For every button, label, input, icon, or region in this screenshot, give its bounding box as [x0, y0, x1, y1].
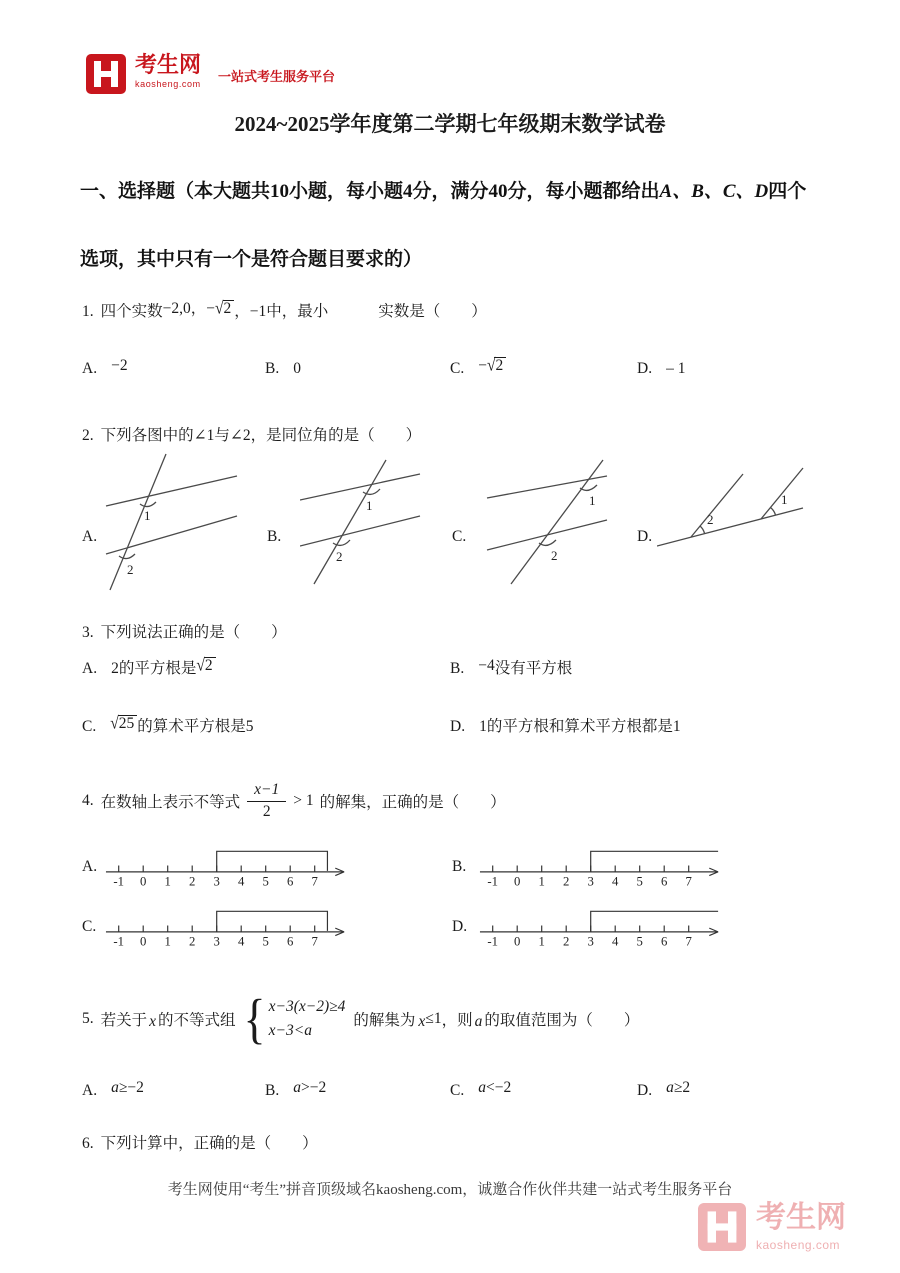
- q1-option-b: [265, 360, 301, 378]
- numberline-tick-label: -1: [113, 874, 125, 888]
- math-run: −2,0，: [162, 300, 207, 317]
- question-number: 6.: [82, 1135, 94, 1152]
- figure-label-c: C.: [452, 528, 467, 545]
- kaosheng-logo-icon: [86, 54, 126, 94]
- text-run: 实数是（ ）: [378, 303, 487, 320]
- option-label: C.: [82, 718, 97, 735]
- numberline-tick-label: 2: [563, 934, 570, 948]
- numberline-tick-label: 3: [213, 934, 220, 948]
- numberline-tick-label: -1: [487, 874, 499, 888]
- numberline-tick-label: -1: [487, 934, 499, 948]
- radicand: 2: [204, 657, 216, 674]
- option-label: B.: [265, 1082, 280, 1099]
- numberline-tick-label: 7: [311, 934, 318, 948]
- question-number: 4.: [82, 792, 94, 809]
- text-run: 在数轴上表示不等式: [100, 794, 241, 811]
- angle-2-label: 2: [551, 548, 558, 563]
- text-run: 没有平方根: [494, 660, 573, 677]
- text-run: 四个实数: [100, 303, 163, 320]
- math-run: ≥2: [673, 1079, 691, 1096]
- figure-b-angles: [300, 458, 422, 586]
- question-2-text: [82, 423, 421, 445]
- figure-label-b: B.: [267, 528, 282, 545]
- numberline-label-a: A.: [82, 858, 98, 875]
- numberline-label-b: B.: [452, 858, 467, 875]
- question-number: 3.: [82, 624, 94, 641]
- q1-option-a: [82, 357, 128, 378]
- watermark-domain: kaosheng.com: [756, 1238, 841, 1252]
- q5-option-d: [637, 1079, 691, 1100]
- option-value: 0: [293, 360, 301, 377]
- question-4-row1: [82, 840, 842, 892]
- option-value: [666, 1079, 690, 1096]
- footer-text: 考生网使用“考生”拼音顶级域名kaosheng.com，诚邀合作伙伴共建一站式考生服务平台: [167, 1182, 733, 1198]
- brace: {: [243, 987, 266, 1049]
- variable-a: a: [293, 1079, 301, 1096]
- numberline-tick-label: 4: [612, 874, 619, 888]
- numberline-tick-label: 0: [140, 874, 147, 888]
- numberline-tick-label: 3: [587, 934, 594, 948]
- numberline-c: [104, 902, 349, 948]
- text-run: 的取值范围为（ ）: [484, 1012, 640, 1029]
- q5-option-c: [450, 1079, 512, 1100]
- radical-sign: √: [196, 655, 205, 675]
- section-heading-line2: 选项，其中只有一个是符合题目要求的）: [80, 249, 423, 270]
- numberline-d: [478, 902, 723, 948]
- q3-option-a: [82, 656, 216, 678]
- option-label: A.: [82, 660, 98, 677]
- numberline-tick-label: 4: [612, 934, 619, 948]
- text-run: 2的平方根是: [111, 660, 197, 677]
- numberline-tick-label: 6: [661, 874, 668, 888]
- math-run: ≤1: [425, 1010, 442, 1027]
- numberline-tick-label: 1: [538, 934, 545, 948]
- sqrt-expression: [196, 657, 215, 675]
- numberline-tick-label: 1: [164, 934, 171, 948]
- option-value: [478, 1079, 511, 1096]
- q3-option-d: [450, 714, 681, 736]
- q1-option-d: [637, 360, 685, 378]
- option-value: −2: [111, 357, 128, 374]
- q1-option-c: [450, 355, 506, 378]
- fraction-denominator: 2: [262, 802, 271, 820]
- numberline-tick-label: 2: [189, 874, 196, 888]
- sqrt-expression: [215, 300, 234, 318]
- math-run: >−2: [300, 1079, 327, 1096]
- section-heading-line1: [80, 176, 806, 203]
- logo-tagline: 一站式考生服务平台: [218, 69, 336, 84]
- watermark-name: 考生网: [756, 1201, 846, 1234]
- angle-2-label: 2: [336, 549, 343, 564]
- option-value: [293, 1079, 326, 1096]
- radicand: 2: [494, 357, 506, 374]
- option-label: D.: [637, 1082, 653, 1099]
- option-label: C.: [450, 1082, 465, 1099]
- q3-option-c: [82, 714, 254, 736]
- radical-sign: √: [486, 355, 496, 375]
- figure-c-angles: [485, 458, 609, 586]
- option-value: [111, 655, 216, 677]
- numberline-tick-label: 7: [685, 934, 692, 948]
- q5-option-b: [265, 1079, 327, 1100]
- angle-1-label: 1: [366, 498, 373, 513]
- page-title: 2024~2025学年度第二学期七年级期末数学试卷: [234, 112, 666, 136]
- heading-text: 一、选择题（本大题共10小题，每小题4分，满分40分，每小题都给出: [80, 181, 660, 202]
- kaosheng-watermark-icon: [698, 1203, 746, 1251]
- option-label: D.: [450, 718, 466, 735]
- question-3-text: [82, 620, 287, 642]
- text-run: 下列各图中的∠1与∠2，是同位角的是（ ）: [100, 427, 422, 444]
- option-label: D.: [637, 360, 653, 377]
- numberline-label-d: D.: [452, 918, 468, 935]
- angle-1-label: 1: [781, 492, 788, 507]
- numberline-tick-label: 2: [189, 934, 196, 948]
- numberline-tick-label: 7: [685, 874, 692, 888]
- solution-variable: x: [418, 1013, 426, 1030]
- numberline-tick-label: 0: [140, 934, 147, 948]
- math-run: ，−1中，最小: [234, 303, 329, 320]
- sqrt-expression: [110, 715, 137, 733]
- question-number: 2.: [82, 427, 94, 444]
- numberline-tick-label: 6: [661, 934, 668, 948]
- option-value: [478, 357, 506, 374]
- inequality-system: [243, 987, 346, 1049]
- option-value: – 1: [666, 360, 686, 377]
- math-run: > 1: [293, 792, 314, 809]
- logo-domain: kaosheng.com: [135, 79, 201, 89]
- variable-x: x: [149, 1013, 157, 1030]
- option-value: 1的平方根和算术平方根都是1: [479, 718, 681, 735]
- text-run: 下列计算中，正确的是（ ）: [100, 1135, 318, 1152]
- variable-a: a: [111, 1079, 119, 1096]
- kaosheng-logo[interactable]: [86, 54, 335, 94]
- numberline-tick-label: 3: [213, 874, 220, 888]
- numberline-tick-label: 5: [262, 874, 269, 888]
- radicand: 2: [223, 300, 235, 317]
- question-5-options: [82, 1079, 832, 1112]
- numberline-tick-label: 7: [311, 874, 318, 888]
- kaosheng-watermark[interactable]: [698, 1203, 846, 1251]
- question-1-text: [82, 299, 487, 321]
- question-3-options-row1: [82, 656, 832, 686]
- numberline-tick-label: 5: [636, 934, 643, 948]
- numberline-a: [104, 842, 349, 888]
- angle-2-label: 2: [707, 512, 714, 527]
- option-value: [110, 713, 254, 735]
- numberline-tick-label: 0: [514, 874, 521, 888]
- option-value: [111, 1079, 144, 1096]
- option-label: B.: [265, 360, 280, 377]
- math-run: ≥−2: [118, 1079, 144, 1096]
- question-4-text: [82, 775, 506, 827]
- option-value: [478, 657, 573, 677]
- radicand: 25: [118, 715, 138, 732]
- question-number: 5.: [82, 1010, 94, 1027]
- minus-sign: −: [478, 357, 487, 374]
- q5-option-a: [82, 1079, 144, 1100]
- system-line-1: x−3(x−2)≥4: [268, 998, 346, 1015]
- text-run: 下列说法正确的是（ ）: [100, 624, 287, 641]
- logo-text-block: [135, 54, 201, 89]
- figure-label-a: A.: [82, 528, 98, 545]
- numberline-label-c: C.: [82, 918, 97, 935]
- text-run: ，则: [441, 1012, 473, 1029]
- variable-a: a: [478, 1079, 486, 1096]
- option-label: C.: [450, 360, 465, 377]
- logo-name: 考生网: [135, 52, 202, 77]
- numberline-tick-label: 6: [287, 874, 294, 888]
- math-run: <−2: [485, 1079, 512, 1096]
- numberline-tick-label: 5: [636, 874, 643, 888]
- heading-text: 四个: [768, 181, 807, 202]
- angle-1-label: 1: [144, 508, 151, 523]
- watermark-text-block: [756, 1203, 846, 1251]
- sqrt-expression: [487, 357, 506, 375]
- numberline-tick-label: 2: [563, 874, 570, 888]
- variable-a: a: [666, 1079, 674, 1096]
- option-label: A.: [82, 360, 98, 377]
- numberline-tick-label: 5: [262, 934, 269, 948]
- numberline-tick-label: 6: [287, 934, 294, 948]
- text-run: 若关于: [100, 1012, 148, 1029]
- figure-d-angles: [657, 464, 805, 576]
- q3-option-b: [450, 656, 572, 678]
- numberline-tick-label: 4: [238, 934, 245, 948]
- text-run: 的解集，正确的是（ ）: [319, 794, 506, 811]
- numberline-tick-label: 1: [538, 874, 545, 888]
- text-run: 的算术平方根是5: [137, 718, 254, 735]
- numberline-tick-label: -1: [113, 934, 125, 948]
- question-number: 1.: [82, 303, 94, 320]
- angle-1-label: 1: [589, 493, 596, 508]
- question-5-text: [82, 988, 639, 1050]
- numberline-b: [478, 842, 723, 888]
- question-1-options: [82, 355, 832, 390]
- radical-sign: √: [215, 298, 224, 318]
- question-6-text: [82, 1131, 318, 1153]
- fraction-numerator: x−1: [247, 780, 286, 801]
- text-run: 的解集为: [353, 1012, 416, 1029]
- option-label: B.: [450, 660, 465, 677]
- radical-sign: √: [110, 713, 119, 733]
- numberline-tick-label: 4: [238, 874, 245, 888]
- fraction: [247, 780, 286, 821]
- angle-2-label: 2: [127, 562, 134, 577]
- question-4-row2: [82, 900, 842, 952]
- math-run: [206, 300, 234, 317]
- question-3-options-row2: [82, 714, 832, 744]
- figure-label-d: D.: [637, 528, 653, 545]
- math-run: −4: [478, 657, 495, 674]
- numberline-tick-label: 0: [514, 934, 521, 948]
- minus-sign: −: [206, 300, 216, 317]
- question-2-figures: [82, 452, 842, 604]
- numberline-tick-label: 3: [587, 874, 594, 888]
- heading-letters: A、B、C、D: [659, 181, 769, 202]
- figure-a-angles: [104, 452, 239, 592]
- option-label: A.: [82, 1082, 98, 1099]
- text-run: 的不等式组: [158, 1012, 236, 1029]
- numberline-tick-label: 1: [164, 874, 171, 888]
- system-line-2: x−3<a: [268, 1022, 312, 1039]
- variable-a: a: [474, 1013, 483, 1030]
